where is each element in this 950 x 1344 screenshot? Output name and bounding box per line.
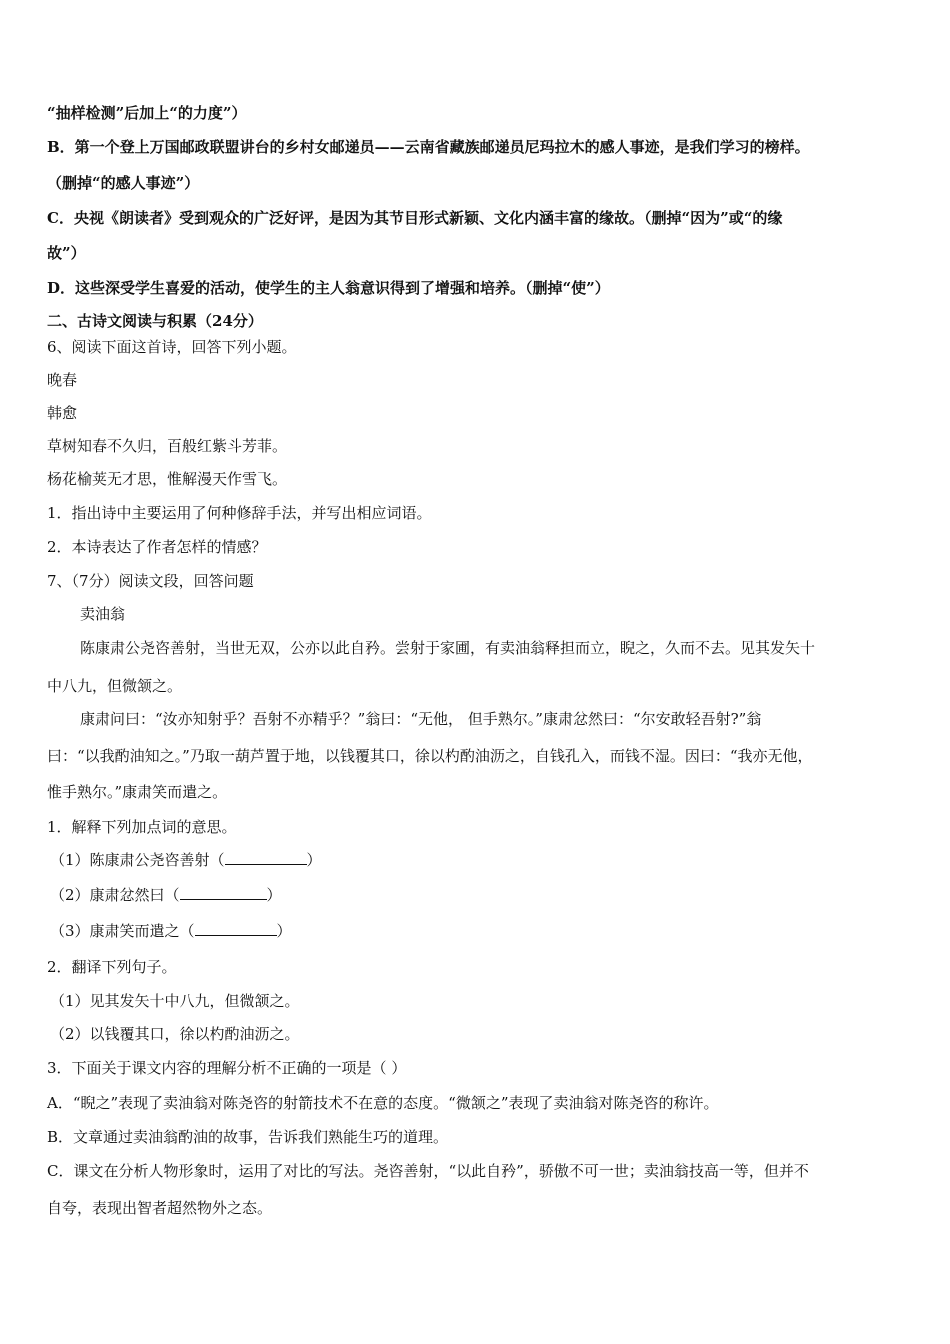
vocab-item-2-text: （2）康肃忿然曰（ <box>50 886 180 904</box>
question-7-2: 2．翻译下列句子。 <box>47 958 177 976</box>
passage-para-2-cont: 曰：“以我酌油知之。”乃取一葫芦置于地，以钱覆其口，徐以杓酌油沥之，自钱孔入，而钱不湿。因曰：“我亦无他， <box>47 747 813 765</box>
vocab-item-3 <box>50 921 912 941</box>
passage-para-1: 陈康肃公尧咨善射，当世无双，公亦以此自矜。尝射于家圃，有卖油翁释担而立，睨之，久而不去。见其发矢十 <box>80 639 816 657</box>
passage-para-1-cont: 中八九，但微颔之。 <box>47 677 183 695</box>
answer-blank-2[interactable] <box>180 885 267 900</box>
choice-c: C．课文在分析人物形象时，运用了对比的写法。尧咨善射，“以此自矜”，骄傲不可一世；卖油翁技高一等，但并不 <box>47 1162 809 1180</box>
answer-blank-3[interactable] <box>195 921 277 936</box>
vocab-item-3-text: （3）康肃笑而遣之（ <box>50 922 195 940</box>
question-6-prompt: 6、阅读下面这首诗，回答下列小题。 <box>47 338 297 356</box>
answer-blank-1[interactable] <box>225 850 307 865</box>
option-d: D．这些深受学生喜爱的活动，使学生的主人翁意识得到了增强和培养。（删掉“使”） <box>47 279 610 297</box>
choice-a: A．“睨之”表现了卖油翁对陈尧咨的射箭技术不在意的态度。“微颔之”表现了卖油翁对陈尧咨的称许。 <box>47 1094 719 1112</box>
vocab-item-1-text: （1）陈康肃公尧咨善射（ <box>50 851 225 869</box>
option-a-continuation: “抽样检测”后加上“的力度”） <box>47 104 247 122</box>
vocab-item-1-close: ） <box>306 851 322 869</box>
question-7-1: 1．解释下列加点词的意思。 <box>47 818 237 836</box>
vocab-item-2-close: ） <box>266 886 282 904</box>
choice-c-continuation: 自夸，表现出智者超然物外之态。 <box>47 1199 273 1217</box>
vocab-item-1 <box>50 850 912 870</box>
vocab-item-2 <box>50 885 912 905</box>
passage-para-2-end: 惟手熟尔。”康肃笑而遣之。 <box>47 783 228 801</box>
poem-title: 晚春 <box>47 371 78 389</box>
poem-line-2: 杨花榆荚无才思，惟解漫天作雪飞。 <box>47 470 288 488</box>
poem-author: 韩愈 <box>47 404 78 422</box>
vocab-item-3-close: ） <box>276 922 292 940</box>
passage-para-2: 康肃问曰：“汝亦知射乎？吾射不亦精乎？”翁曰：“无他， 但手熟尔。”康肃忿然曰：“尔安敢轻吾射?”翁 <box>80 710 762 728</box>
option-c: C．央视《朗读者》受到观众的广泛好评，是因为其节目形式新颖、文化内涵丰富的缘故。（删掉“因为”或“的缘 <box>47 209 783 227</box>
option-c-continuation: 故”） <box>47 244 86 262</box>
option-b-note: （删掉“的感人事迹”） <box>47 174 200 192</box>
question-6-2: 2．本诗表达了作者怎样的情感？ <box>47 538 267 556</box>
question-7-3: 3．下面关于课文内容的理解分析不正确的一项是（ ） <box>47 1059 407 1077</box>
section-heading: 二、古诗文阅读与积累（24分） <box>47 312 263 330</box>
question-6-1: 1．指出诗中主要运用了何种修辞手法，并写出相应词语。 <box>47 504 432 522</box>
choice-b: B．文章通过卖油翁酌油的故事，告诉我们熟能生巧的道理。 <box>47 1128 449 1146</box>
option-b: B．第一个登上万国邮政联盟讲台的乡村女邮递员——云南省藏族邮递员尼玛拉木的感人事迹，是我们学习的榜样。 <box>47 138 810 156</box>
question-7-prompt: 7、（7分）阅读文段，回答问题 <box>47 572 254 590</box>
passage-title: 卖油翁 <box>80 605 126 623</box>
translate-item-1: （1）见其发矢十中八九，但微颔之。 <box>50 992 300 1010</box>
translate-item-2: （2）以钱覆其口，徐以杓酌油沥之。 <box>50 1025 300 1043</box>
poem-line-1: 草树知春不久归，百般红紫斗芳菲。 <box>47 437 288 455</box>
